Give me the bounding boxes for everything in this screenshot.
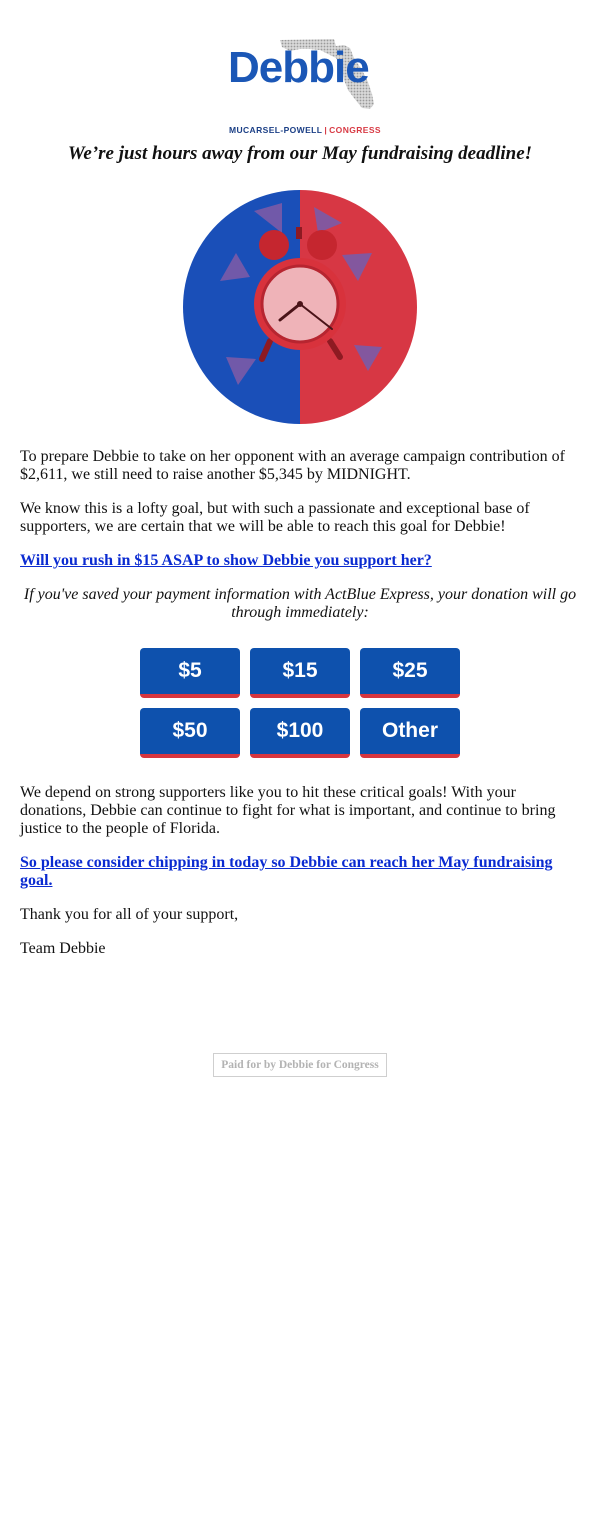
logo-wordmark: Debbie xyxy=(228,43,369,92)
donate-15-link[interactable]: Will you rush in $15 ASAP to show Debbie you support her? xyxy=(20,552,432,569)
thanks-line: Thank you for all of your support, xyxy=(20,906,239,923)
support-paragraph: We depend on strong supporters like you to hit these critical goals! With your donations, Debbie can continue to fight for what is important, and continue to bring justice to the people of Florida. xyxy=(20,784,556,837)
donate-100-button[interactable]: $100 xyxy=(250,708,350,758)
logo-subtitle: MUCARSEL-POWELL | CONGRESS xyxy=(229,125,381,135)
logo-subtitle-left: MUCARSEL-POWELL xyxy=(229,125,323,135)
donate-25-button[interactable]: $25 xyxy=(360,648,460,698)
donate-other-button[interactable]: Other xyxy=(360,708,460,758)
actblue-express-note: If you've saved your payment information with ActBlue Express, your donation will go through immediately: xyxy=(23,586,577,621)
paid-for-disclaimer: Paid for by Debbie for Congress xyxy=(213,1053,387,1077)
intro-paragraph: To prepare Debbie to take on her opponent with an average campaign contribution of $2,611, we still need to raise another $5,345 by MIDNIGHT. xyxy=(20,448,565,483)
donate-50-button[interactable]: $50 xyxy=(140,708,240,758)
signoff-line: Team Debbie xyxy=(20,940,106,957)
donate-5-button[interactable]: $5 xyxy=(140,648,240,698)
goal-paragraph: We know this is a lofty goal, but with such a passionate and exceptional base of supporters, we are certain that we will be able to reach this goal for Debbie! xyxy=(20,500,530,535)
hero-image xyxy=(182,189,418,425)
logo-subtitle-right: CONGRESS xyxy=(329,125,381,135)
chip-in-link[interactable]: So please consider chipping in today so Debbie can reach her May fundraising goal. xyxy=(20,854,553,889)
campaign-logo xyxy=(0,36,600,135)
headline: We’re just hours away from our May fundraising deadline! xyxy=(67,143,533,164)
donate-15-button[interactable]: $15 xyxy=(250,648,350,698)
